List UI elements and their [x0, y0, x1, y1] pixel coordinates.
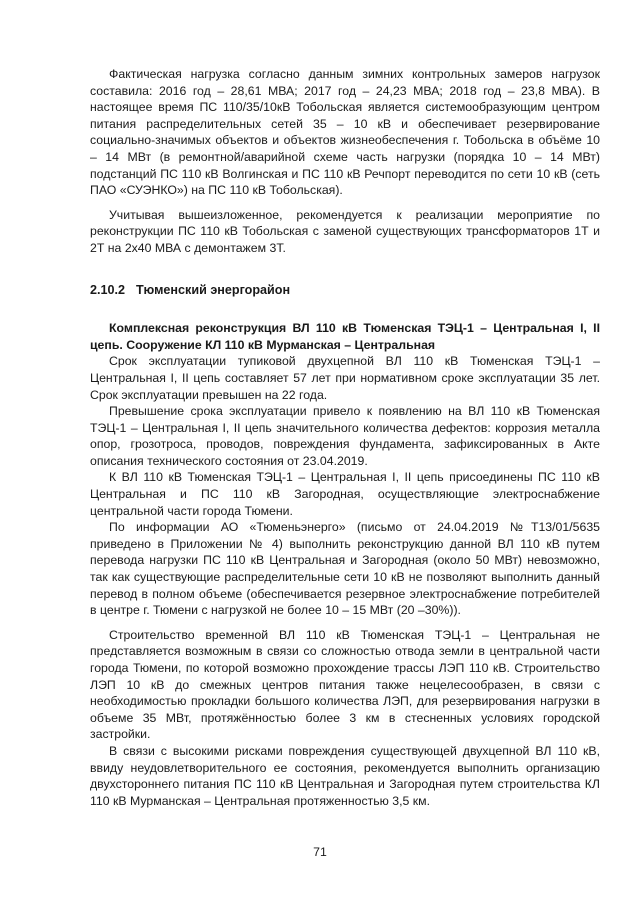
page-body: [90, 66, 600, 809]
paragraph-defects: Превышение срока эксплуатации привело к появлению на ВЛ 110 кВ Тюменская ТЭЦ-1 – Центральная I, II цепь значительного количества дефектов: коррозия металла опор, грозотроса, проводов, повреждения фундамента, зафиксированных в Акте описания технического состояния от 23.04.2019.: [90, 404, 600, 468]
paragraph-temporary-line: Строительство временной ВЛ 110 кВ Тюменская ТЭЦ-1 – Центральная не представляется возможным в связи со сложностью отвода земли в центральной части города Тюмени, по которой возможно прохождение трассы ЛЭП 110 кВ. Строительство ЛЭП 10 кВ до смежных центров питания также нецелесообразен, в связи с необходимостью прокладки большого количества ЛЭП, для резервирования нагрузки в объеме 35 МВт, протяжённостью более 3 км в стесненных условиях городской застройки.: [90, 627, 600, 742]
paragraph-service-life: Срок эксплуатации тупиковой двухцепной ВЛ 110 кВ Тюменская ТЭЦ-1 – Центральная I, II цепь составляет 57 лет при нормативном сроке эксплуатации 35 лет. Срок эксплуатации превышен на 22 года.: [90, 354, 600, 402]
paragraph-tyumenenergo-info: По информации АО «Тюменьэнерго» (письмо от 24.04.2019 №Т13/01/5635 приведено в Приложении № 4) выполнить реконструкцию данной ВЛ 110 кВ путем перевода нагрузки ПС 110 кВ Центральная и Загородная (около 50 МВт) невозможно, так как существующие распределительные сети 10 кВ не позволяют выполнить данный перевод в полном объеме (обеспечивается резервное электроснабжение потребителей в центре г. Тюмени с нагрузкой не более 10 – 15 МВт (20 –30%)).: [90, 520, 600, 618]
paragraph-final-recommendation: В связи с высокими рисками повреждения существующей двухцепной ВЛ 110 кВ, ввиду неудовлетворительного ее состояния, рекомендуется выполнить организацию двухстороннего питания ПС 110 кВ Центральная и Загородная путем строительства КЛ 110 кВ Мурманская – Центральная протяженностью 3,5 км.: [90, 743, 600, 808]
section-number: 2.10.2: [90, 282, 126, 297]
section-title: Тюменский энергорайон: [136, 282, 291, 297]
paragraph-connected-substations: К ВЛ 110 кВ Тюменская ТЭЦ-1 – Центральная I, II цепь присоединены ПС 110 кВ Центральная и ПС 110 кВ Загородная, осуществляющие электроснабжение центральной части города Тюмени.: [90, 470, 600, 518]
page-number: 71: [313, 845, 327, 859]
paragraph-recommendation-tobolsk: Учитывая вышеизложенное, рекомендуется к реализации мероприятие по реконструкции ПС 110 кВ Тобольская с заменой существующих трансформаторов 1Т и 2Т на 2х40 МВА с демонтажем 3Т.: [90, 207, 600, 255]
subsection-heading: Комплексная реконструкция ВЛ 110 кВ Тюменская ТЭЦ-1 – Центральная I, II цепь. Сооружение КЛ 110 кВ Мурманская – Центральная: [90, 321, 600, 352]
section-heading: [90, 282, 600, 299]
paragraph-load-data: Фактическая нагрузка согласно данным зимних контрольных замеров нагрузок составила: 2016 год – 28,61 МВА; 2017 год – 24,23 МВА; 2018 год – 23,8 МВА). В настоящее время ПС 110/35/10кВ Тобольская является системообразующим центром питания распределительных сетей 35 – 10 кВ и обеспечивает резервирование социально-значимых объектов и объектов жизнеобеспечения г. Тобольска в объёме 10 – 14 МВт (в ремонтной/аварийной схеме часть нагрузки (порядка 10 – 14 МВт) подстанций ПС 110 кВ Волгинская и ПС 110 кВ Речпорт переводится по сети 10 кВ (сеть ПАО «СУЭНКО») на ПС 110 кВ Тобольская).: [90, 67, 600, 198]
